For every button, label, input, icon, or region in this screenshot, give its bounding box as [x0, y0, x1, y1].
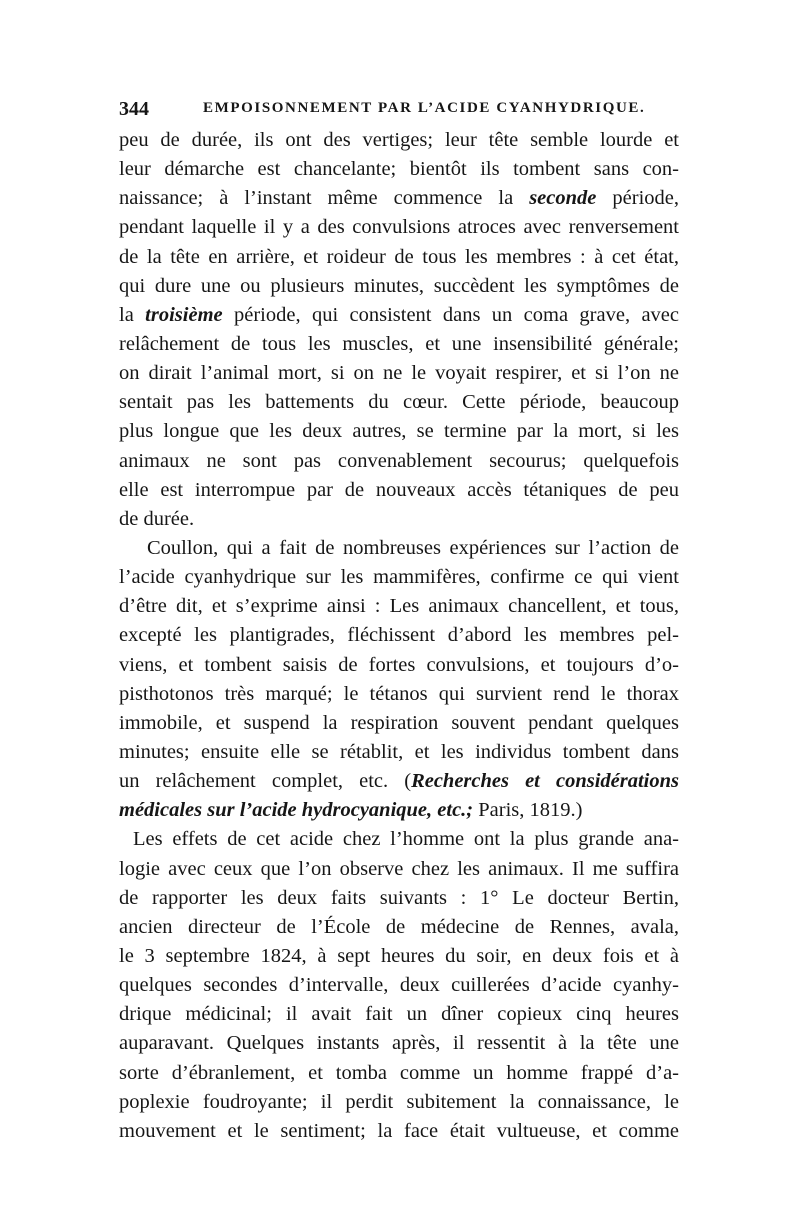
line-text: pendant laquelle il y a des convulsions atroces avec renversement [119, 216, 679, 239]
line-text: pisthotonos très marqué; le tétanos qui survient rend le thorax [119, 682, 679, 705]
line-text: peu de durée, ils ont des vertiges; leur tête semble lourde et [119, 129, 679, 151]
text-line [119, 505, 679, 534]
text-line [119, 447, 679, 476]
text-line [119, 126, 679, 155]
line-text: minutes; ensuite elle se rétablit, et les individus tombent dans [119, 740, 679, 763]
text-line [119, 621, 679, 650]
line-text: viens, et tombent saisis de fortes convulsions, et toujours d’o- [119, 653, 679, 676]
line-text: auparavant. Quelques instants après, il ressentit à la tête une [119, 1032, 679, 1055]
line-text: de la tête en arrière, et roideur de tous les membres : à cet état, [119, 245, 679, 268]
text-line [119, 184, 679, 213]
text-line [119, 243, 679, 272]
running-title: EMPOISONNEMENT PAR L’ACIDE CYANHYDRIQUE. [203, 100, 646, 116]
line-text: Coullon, qui a fait de nombreuses expériences sur l’action de [147, 536, 679, 559]
text-line [119, 1029, 679, 1058]
text-line [119, 1117, 679, 1146]
line-text: animaux ne sont pas convenablement secourus; quelquefois [119, 449, 679, 472]
line-text: la [119, 303, 146, 326]
line-text: sorte d’ébranlement, et tomba comme un homme frappé d’a- [119, 1061, 679, 1084]
text-line [119, 301, 679, 330]
running-header [119, 98, 679, 120]
text-line [119, 796, 679, 825]
text-line [119, 155, 679, 184]
line-text: le 3 septembre 1824, à sept heures du soir, en deux fois et à [119, 944, 679, 967]
text-line [119, 388, 679, 417]
text-line [119, 680, 679, 709]
line-text: drique médicinal; il avait fait un dîner copieux cinq heures [119, 1003, 679, 1026]
line-text: période, [596, 187, 679, 210]
text-line [119, 855, 679, 884]
page-number: 344 [119, 98, 149, 120]
line-text: mouvement et le sentiment; la face était vultueuse, et comme [119, 1119, 679, 1142]
line-text: de durée. [119, 507, 195, 530]
line-text: sentait pas les battements du cœur. Cette période, beaucoup [119, 391, 679, 414]
line-text: elle est interrompue par de nouveaux accès tétaniques de peu [119, 478, 679, 501]
line-text: d’être dit, et s’exprime ainsi : Les animaux chancellent, et tous, [119, 595, 679, 618]
text-line [119, 709, 679, 738]
line-text: quelques secondes d’intervalle, deux cuillerées d’acide cyanhy- [119, 974, 679, 997]
line-text: ancien directeur de l’École de médecine de Rennes, avala, [119, 915, 679, 938]
italic-text: Recherches et considérations [411, 770, 679, 793]
italic-text: troisième [145, 303, 223, 326]
line-text: leur démarche est chancelante; bientôt ils tombent sans con- [119, 158, 679, 181]
italic-text: médicales sur l’acide hydrocyanique, etc.; [119, 799, 474, 822]
line-text: de rapporter les deux faits suivants : 1° Le docteur Bertin, [119, 886, 679, 909]
text-line [119, 213, 679, 242]
line-text: on dirait l’animal mort, si on ne le voyait respirer, et si l’on ne [119, 362, 679, 385]
line-text: qui dure une ou plusieurs minutes, succèdent les symptômes de [119, 274, 679, 297]
italic-text: seconde [529, 187, 597, 210]
line-text: naissance; à l’instant même commence la [119, 187, 530, 210]
text-line [119, 942, 679, 971]
text-line [119, 913, 679, 942]
text-line [119, 1088, 679, 1117]
line-text: excepté les plantigrades, fléchissent d’abord les membres pel- [119, 624, 679, 647]
text-line [119, 534, 679, 563]
text-line [119, 651, 679, 680]
text-line [119, 971, 679, 1000]
text-line [119, 738, 679, 767]
line-text: plus longue que les deux autres, se termine par la mort, si les [119, 420, 679, 443]
text-line [119, 884, 679, 913]
line-text: relâchement de tous les muscles, et une insensibilité générale; [119, 332, 679, 355]
line-text: poplexie foudroyante; il perdit subitement la connaissance, le [119, 1090, 679, 1113]
text-line [119, 825, 679, 854]
text-line [119, 592, 679, 621]
text-line [119, 1059, 679, 1088]
line-text: Paris, 1819.) [473, 799, 583, 822]
text-line [119, 476, 679, 505]
line-text: immobile, et suspend la respiration souvent pendant quelques [119, 711, 679, 734]
line-text: l’acide cyanhydrique sur les mammifères, confirme ce qui vient [119, 566, 679, 589]
body-text [119, 126, 679, 1146]
line-text: un relâchement complet, etc. ( [119, 770, 412, 793]
text-line [119, 767, 679, 796]
line-text: période, qui consistent dans un coma grave, avec [222, 303, 679, 326]
text-line [119, 330, 679, 359]
text-line [119, 1000, 679, 1029]
text-line [119, 272, 679, 301]
text-line [119, 359, 679, 388]
text-line [119, 417, 679, 446]
line-text: Les effets de cet acide chez l’homme ont la plus grande ana- [133, 828, 679, 851]
line-text: logie avec ceux que l’on observe chez les animaux. Il me suffira [119, 857, 679, 880]
text-line [119, 563, 679, 592]
